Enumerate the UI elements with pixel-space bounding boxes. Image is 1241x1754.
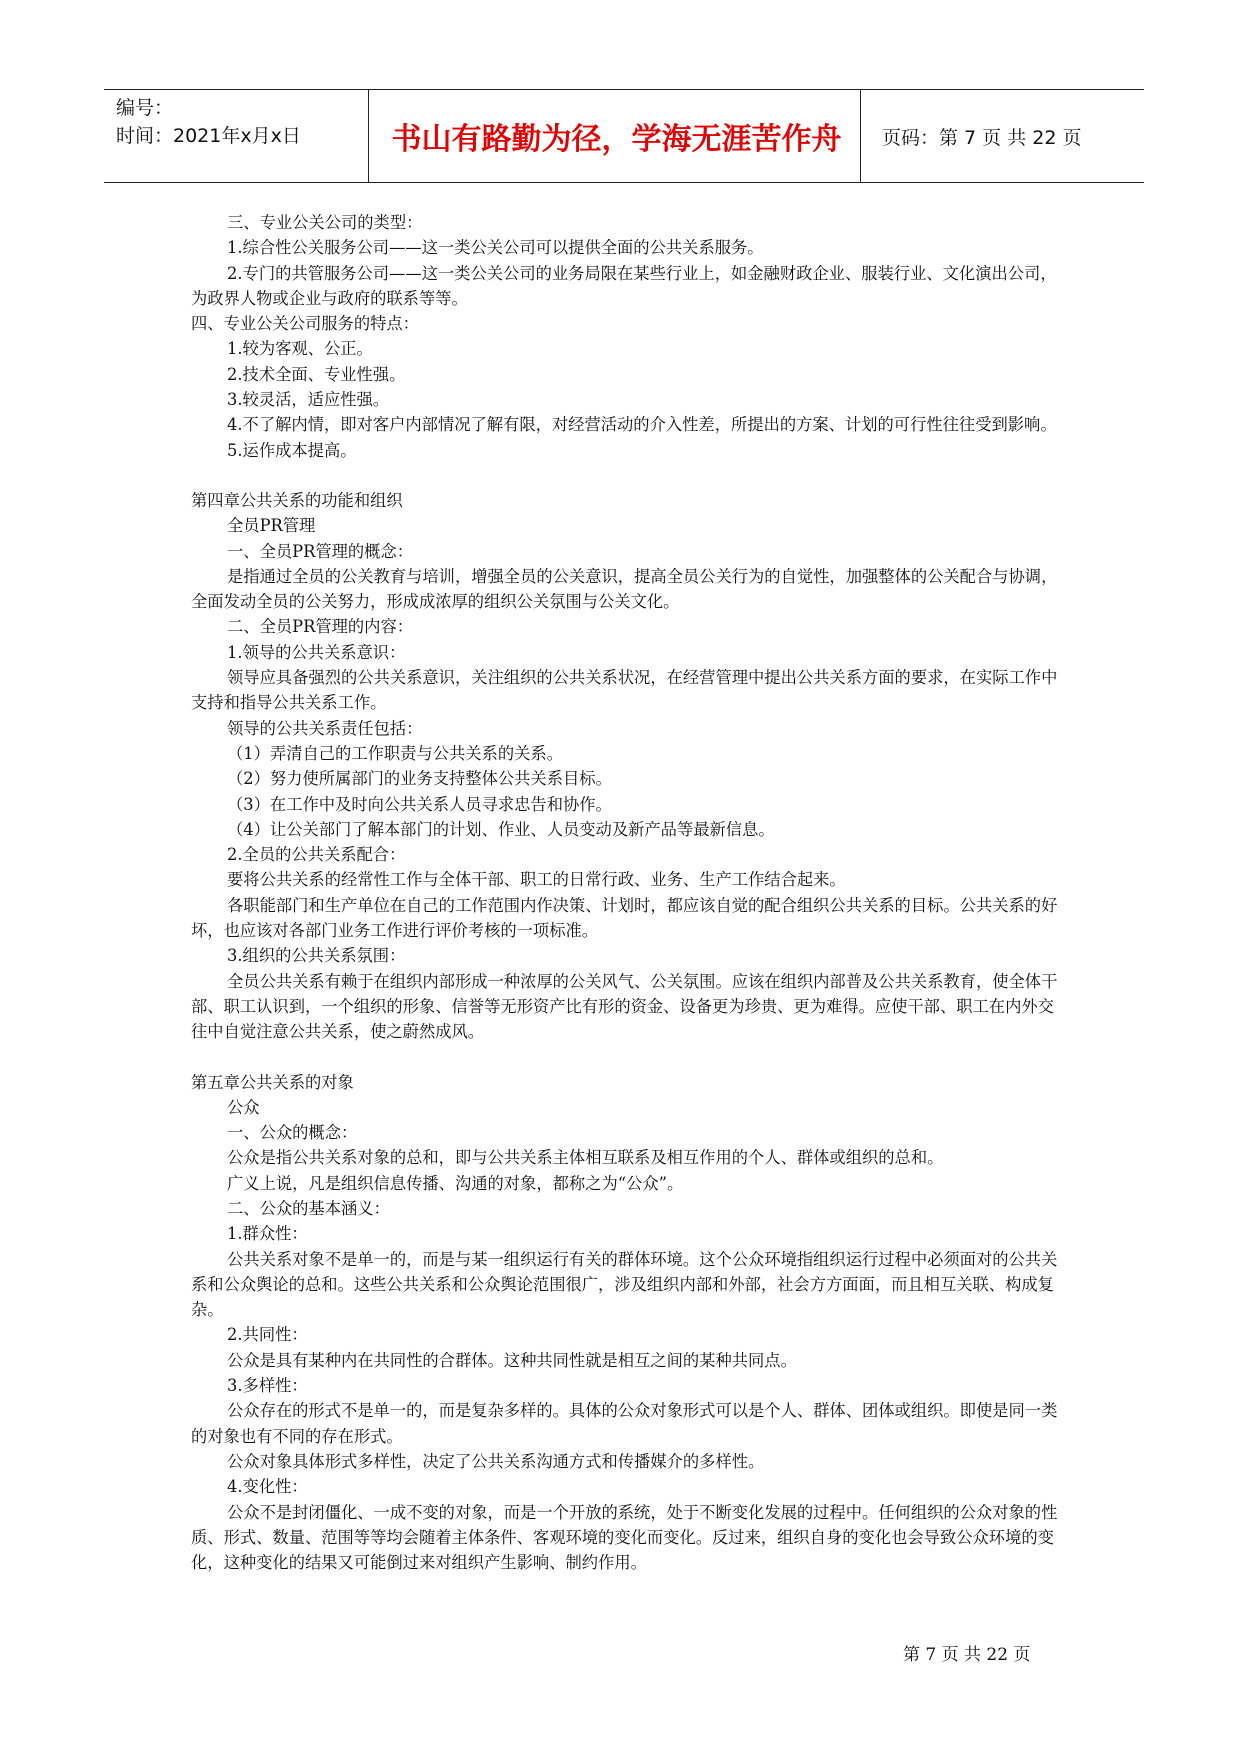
- section-heading: 三、专业公关公司的类型：: [227, 213, 423, 232]
- paragraph: 公众是具有某种内在共同性的合群体。这种共同性就是相互之间的某种共同点。: [227, 1350, 797, 1370]
- header-motto: 书山有路勤为径，学海无涯苦作舟: [391, 122, 842, 157]
- list-item: 1.较为客观、公正。: [227, 339, 373, 359]
- document-number: 编号：: [116, 97, 174, 119]
- list-item: 3.多样性：: [227, 1376, 308, 1396]
- spacer: [191, 463, 1063, 488]
- document-body: [191, 210, 1063, 1575]
- paragraph: 1.综合性公关服务公司——这一类公关公司可以提供全面的公共关系服务。: [227, 238, 764, 258]
- list-item: 2.技术全面、专业性强。: [227, 364, 406, 384]
- paragraph: 领导的公共关系责任包括：: [227, 718, 423, 738]
- list-item: 2.共同性：: [227, 1325, 308, 1345]
- list-item: 3.组织的公共关系氛围：: [227, 946, 406, 966]
- list-item: 4.变化性：: [227, 1477, 308, 1497]
- section-heading: 一、公众的概念：: [227, 1123, 358, 1143]
- list-item: 4.不了解内情，即对客户内部情况了解有限，对经营活动的介入性差，所提出的方案、计划的可行性往往受到影响。: [227, 415, 1057, 435]
- list-item: （1）弄清自己的工作职责与公共关系的关系。: [227, 743, 563, 763]
- paragraph: 公共关系对象不是单一的，而是与某一组织运行有关的群体环境。这个公众环境指组织运行过程中必须面对的公共关系和公众舆论的总和。这些公共关系和公众舆论范围很广，涉及组织内部和外部，社会方方面面，而且相互关联、构成复杂。: [191, 1249, 1058, 1320]
- header-divider: [368, 90, 369, 182]
- paragraph: 公众对象具体形式多样性，决定了公共关系沟通方式和传播媒介的多样性。: [227, 1451, 765, 1471]
- list-item: 3.较灵活，适应性强。: [227, 390, 390, 410]
- paragraph: 要将公共关系的经常性工作与全体干部、职工的日常行政、业务、生产工作结合起来。: [227, 870, 846, 890]
- chapter-heading: 第五章公共关系的对象: [191, 1072, 354, 1092]
- list-item: （3）在工作中及时向公共关系人员寻求忠告和协作。: [227, 794, 612, 814]
- paragraph: 各职能部门和生产单位在自己的工作范围内作决策、计划时，都应该自觉的配合组织公共关系的目标。公共关系的好坏，也应该对各部门业务工作进行评价考核的一项标准。: [191, 895, 1058, 941]
- list-item: 2.全员的公共关系配合：: [227, 845, 406, 865]
- paragraph: 广义上说，凡是组织信息传播、沟通的对象，都称之为“公众”。: [227, 1173, 684, 1193]
- list-item: 5.运作成本提高。: [227, 440, 357, 460]
- list-item: 1.领导的公共关系意识：: [227, 642, 406, 662]
- paragraph: 全员公共关系有赖于在组织内部形成一种浓厚的公关风气、公关氛围。应该在组织内部普及公共关系教育，使全体干部、职工认识到，一个组织的形象、信誉等无形资产比有形的资金、设备更为珍贵、更为难得。应使干部、职工在内外交往中自觉注意公共关系，使之蔚然成风。: [191, 971, 1058, 1042]
- paragraph: 2.专门的共管服务公司——这一类公关公司的业务局限在某些行业上，如金融财政企业、服装行业、文化演出公司，为政界人物或企业与政府的联系等等。: [191, 263, 1057, 308]
- paragraph: 公众不是封闭僵化、一成不变的对象，而是一个开放的系统，处于不断变化发展的过程中。任何组织的公众对象的性质、形式、数量、范围等等均会随着主体条件、客观环境的变化而变化。反过来，组织自身的变化也会导致公众环境的变化，这种变化的结果又可能倒过来对组织产生影响、制约作用。: [191, 1502, 1058, 1573]
- document-time: 时间：2021年x月x日: [116, 125, 301, 147]
- list-item: （4）让公关部门了解本部门的计划、作业、人员变动及新产品等最新信息。: [227, 819, 775, 839]
- footer-page-number: 第 7 页 共 22 页: [903, 1645, 1031, 1665]
- document-header: [104, 89, 1144, 183]
- subsection-heading: 全员PR管理: [227, 516, 316, 536]
- chapter-heading: 第四章公共关系的功能和组织: [191, 490, 403, 510]
- section-heading: 二、全员PR管理的内容：: [227, 617, 414, 637]
- paragraph: 领导应具备强烈的公共关系意识，关注组织的公共关系状况，在经营管理中提出公共关系方面的要求，在实际工作中支持和指导公共关系工作。: [191, 668, 1058, 713]
- paragraph: 公众存在的形式不是单一的，而是复杂多样的。具体的公众对象形式可以是个人、群体、团体或组织。即使是同一类的对象也有不同的存在形式。: [191, 1401, 1058, 1446]
- paragraph: 是指通过全员的公关教育与培训，增强全员的公关意识，提高全员公关行为的自觉性，加强整体的公关配合与协调，全面发动全员的公关努力，形成成浓厚的组织公关氛围与公关文化。: [191, 566, 1058, 612]
- section-heading: 四、专业公关公司服务的特点：: [191, 314, 419, 334]
- subsection-heading: 公众: [227, 1097, 260, 1117]
- section-heading: 二、公众的基本涵义：: [227, 1198, 390, 1218]
- section-heading: 一、全员PR管理的概念：: [227, 541, 414, 561]
- list-item: （2）努力使所属部门的业务支持整体公共关系目标。: [227, 769, 612, 789]
- paragraph: 公众是指公共关系对象的总和，即与公共关系主体相互联系及相互作用的个人、群体或组织的总和。: [227, 1148, 944, 1168]
- header-meta: [116, 94, 366, 150]
- header-divider: [860, 90, 861, 182]
- spacer: [191, 1045, 1063, 1070]
- header-page-number: 页码：第 7 页 共 22 页: [882, 126, 1082, 149]
- list-item: 1.群众性：: [227, 1224, 308, 1244]
